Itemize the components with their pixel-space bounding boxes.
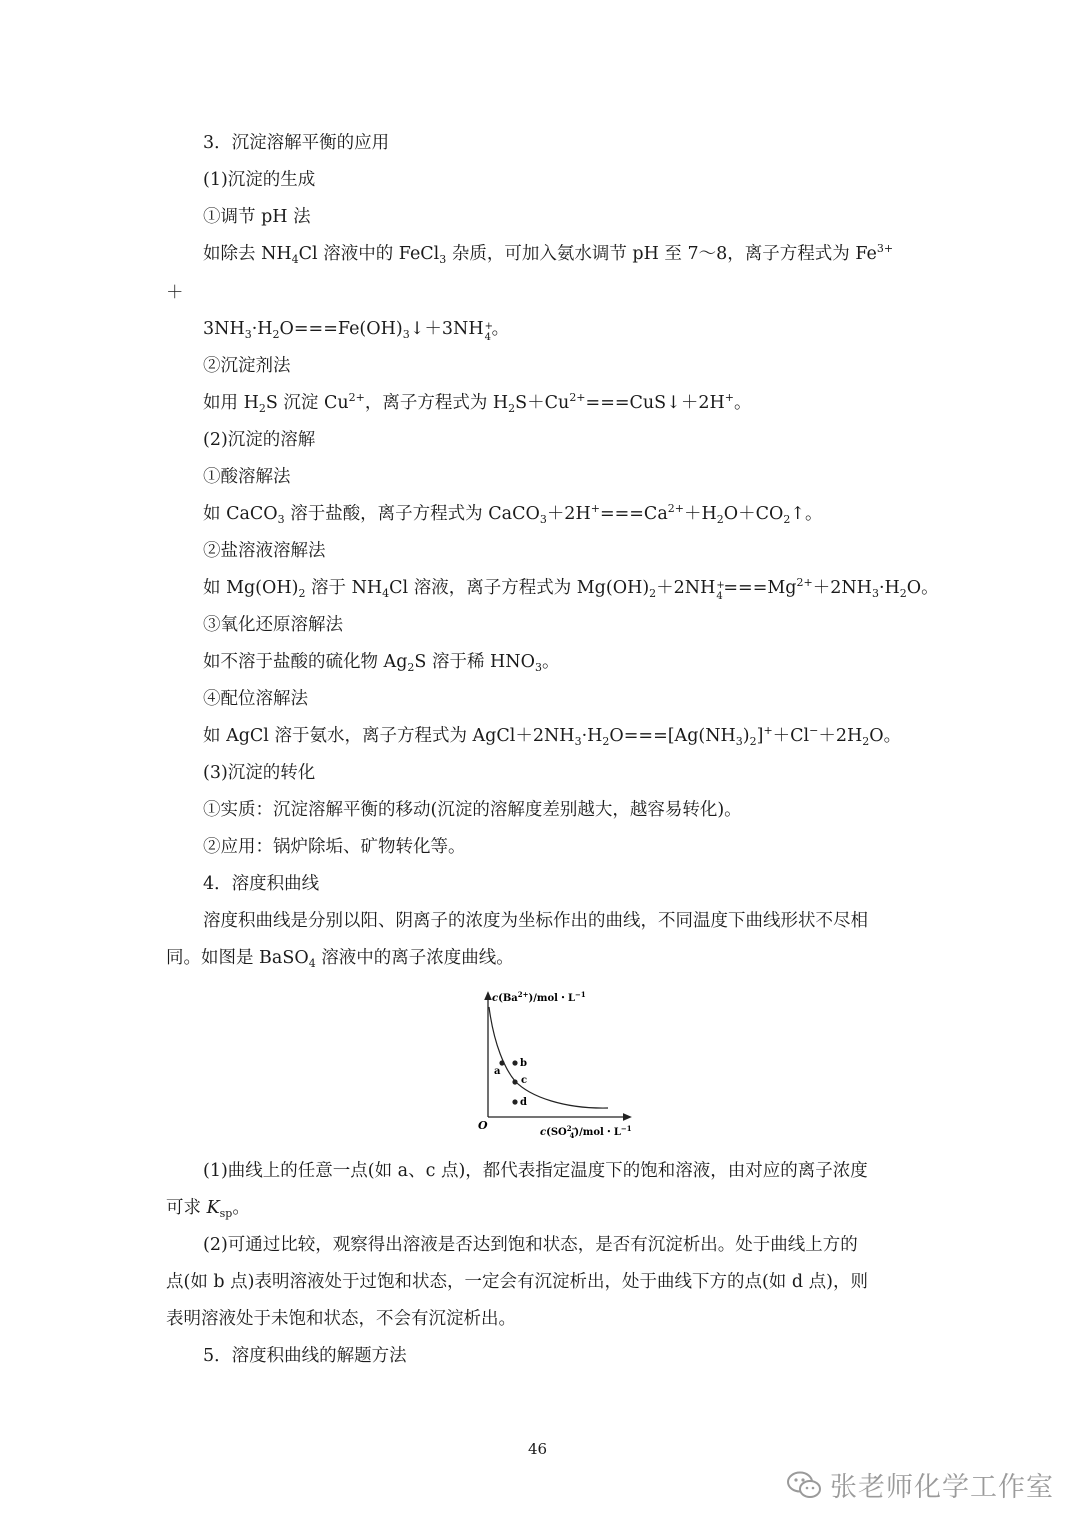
method-acid-title: ①酸溶解法 [203,467,291,487]
conversion-essence: ①实质：沉淀溶解平衡的移动(沉淀的溶解度差别越大，越容易转化)。 [203,800,742,820]
ksp-curve [489,1007,608,1108]
point-a [499,1060,504,1065]
section-3-title: 3．沉淀溶解平衡的应用 [203,133,390,153]
point-b [512,1060,517,1065]
method-complex-text: 如 AgCl 溶于氨水，离子方程式为 $AgCl+2NH_3\cdot H_2O===[Ag(NH_3)_2]^++Cl^-+2H_2O$。 [203,724,902,748]
method-acid-text: 如 CaCO$_3$ 溶于盐酸，离子方程式为 $CaCO_3+2H^+===Ca^{2+}+H_2O+CO_2↑$。 [203,502,823,526]
section-4-intro-line1: 溶度积曲线是分别以阳、阴离子的浓度为坐标作出的曲线，不同温度下曲线形状不尽相 [203,911,868,931]
watermark [786,1465,1054,1504]
point-c-label: c [521,1075,528,1086]
wechat-icon [786,1470,822,1500]
section-5-title: 5．溶度积曲线的解题方法 [203,1346,407,1366]
note-2-line3: 表明溶液处于未饱和状态，不会有沉淀析出。 [166,1309,516,1329]
watermark-text: 张老师化学工作室 [830,1472,1054,1503]
section-3-2-title: (2)沉淀的溶解 [203,430,316,450]
x-axis-label: $c(SO^{2-}$ 4)/mol・$L^{-1}$ [540,1124,632,1140]
point-c [512,1079,517,1084]
note-2-line1: (2)可通过比较，观察得出溶液是否达到饱和状态，是否有沉淀析出。处于曲线上方的 [203,1235,858,1255]
method-precipitant-title: ②沉淀剂法 [203,356,291,376]
method-ph-plus: ＋ [166,283,184,303]
point-d [512,1099,517,1104]
method-redox-text: 如不溶于盐酸的硫化物 $Ag_2S$ 溶于稀 $HNO_3$。 [203,652,560,674]
point-b-label: b [520,1058,527,1069]
method-redox-title: ③氧化还原溶解法 [203,615,343,635]
page-number: 46 [528,1440,548,1458]
y-axis-label: $c(Ba^{2+})$/mol・$L^{-1}$ [492,990,586,1004]
method-precipitant-text: 如用 $H_2S$ 沉淀 $Cu^{2+}$，离子方程式为 $H_2S+Cu^{2+}===CuS↓+2H^+$。 [203,391,752,415]
section-4-intro-line2: 同。如图是 BaSO$_4$ 溶液中的离子浓度曲线。 [166,948,514,970]
conversion-application: ②应用：锅炉除垢、矿物转化等。 [203,837,466,857]
method-ph-equation: $3NH_3\cdot H_2O===Fe(OH)_3↓+3NH$ + 4 。 [203,319,510,343]
point-d-label: d [520,1097,527,1108]
method-ph-title: ①调节 pH 法 [203,207,311,227]
note-2-line2: 点(如 b 点)表明溶液处于过饱和状态，一定会有沉淀析出，处于曲线下方的点(如 d 点)，则 [166,1272,868,1292]
method-salt-title: ②盐溶液溶解法 [203,541,326,561]
solubility-curve-chart [460,985,660,1145]
section-4-title: 4．溶度积曲线 [203,874,320,894]
section-3-3-title: (3)沉淀的转化 [203,763,316,783]
method-complex-title: ④配位溶解法 [203,689,308,709]
section-3-1-title: (1)沉淀的生成 [203,170,316,190]
method-salt-text: 如 $Mg(OH)_2$ 溶于 $NH_4Cl$ 溶液，离子方程式为 $Mg(OH)_2+2NH$ + 4 $===Mg^{2+}+2NH_3\cdot H_2O$。 [203,576,939,602]
method-ph-text: 如除去 $NH_4Cl$ 溶液中的 FeCl$_3$ 杂质，可加入氨水调节 pH 至 7～8，离子方程式为 $Fe^{3+}$ [203,242,894,266]
note-1-line2: 可求 $K_{sp}$。 [166,1198,250,1220]
origin-label: O [478,1119,488,1132]
note-1-line1: (1)曲线上的任意一点(如 a、c 点)，都代表指定温度下的饱和溶液，由对应的离子浓度 [203,1161,868,1181]
point-a-label: a [494,1066,501,1077]
